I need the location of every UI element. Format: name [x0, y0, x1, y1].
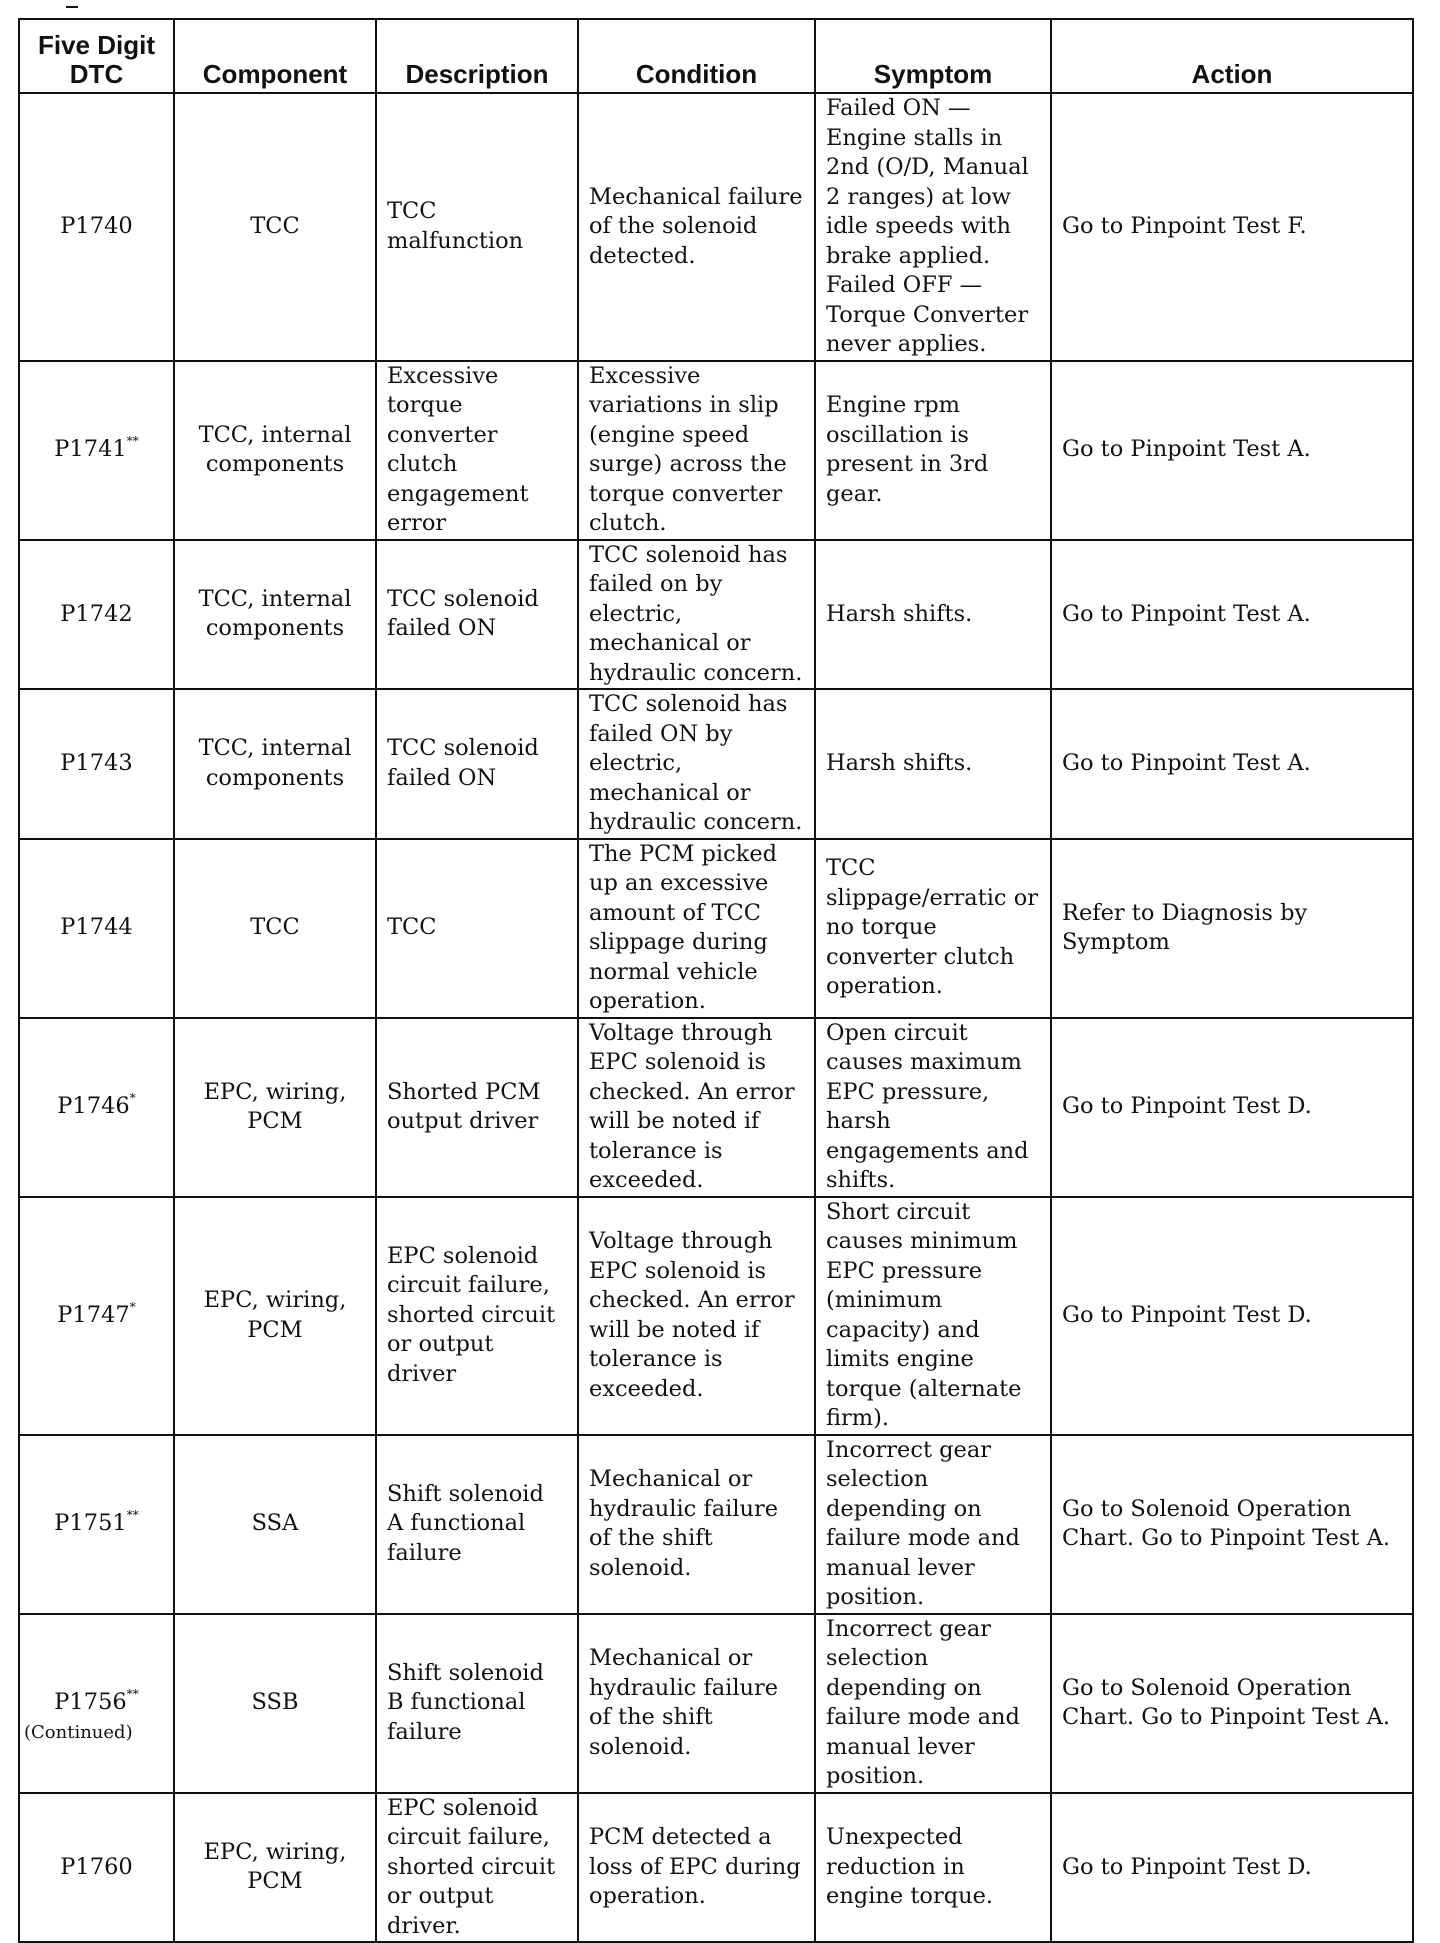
- symptom-cell: Incorrect gear selection depending on failure mode and manual lever position.: [815, 1614, 1051, 1793]
- condition-cell: The PCM picked up an excessive amount of TCC slippage during normal vehicle operation.: [578, 839, 815, 1018]
- table-row: [19, 1018, 1413, 1197]
- dtc-code: P1744: [60, 914, 133, 941]
- symptom-cell: Unexpected reduction in engine torque.: [815, 1793, 1051, 1943]
- symptom-cell: Harsh shifts.: [815, 540, 1051, 690]
- description-cell: Shift solenoid A functional failure: [376, 1435, 578, 1614]
- symptom-cell: Harsh shifts.: [815, 689, 1051, 839]
- table-row: [19, 1435, 1413, 1614]
- condition-cell: TCC solenoid has failed on by electric, mechanical or hydraulic concern.: [578, 540, 815, 690]
- component-cell: TCC: [174, 839, 376, 1018]
- condition-cell: Voltage through EPC solenoid is checked. An error will be noted if tolerance is exceeded.: [578, 1197, 815, 1435]
- dtc-code: P1756: [54, 1689, 127, 1716]
- description-cell: EPC solenoid circuit failure, shorted circuit or output driver.: [376, 1793, 578, 1943]
- dtc-cell: [19, 1435, 174, 1614]
- action-cell: Go to Pinpoint Test A.: [1051, 689, 1413, 839]
- action-cell: Refer to Diagnosis by Symptom: [1051, 839, 1413, 1018]
- header-dtc: Five Digit DTC: [19, 19, 174, 93]
- description-cell: TCC malfunction: [376, 93, 578, 361]
- action-cell: Go to Pinpoint Test A.: [1051, 361, 1413, 540]
- symptom-cell: Engine rpm oscillation is present in 3rd gear.: [815, 361, 1051, 540]
- dtc-code: P1751: [54, 1510, 127, 1537]
- component-cell: TCC, internal components: [174, 689, 376, 839]
- dtc-footnote-mark: **: [126, 1687, 139, 1702]
- dtc-code: P1746: [57, 1093, 130, 1120]
- component-cell: TCC, internal components: [174, 540, 376, 690]
- table-row: [19, 1614, 1413, 1793]
- dtc-table: [18, 18, 1414, 1943]
- component-cell: TCC, internal components: [174, 361, 376, 540]
- description-cell: Excessive torque converter clutch engagement error: [376, 361, 578, 540]
- header-component: Component: [174, 19, 376, 93]
- action-cell: Go to Pinpoint Test D.: [1051, 1197, 1413, 1435]
- dtc-cell: [19, 93, 174, 361]
- header-row: [19, 19, 1413, 93]
- header-symptom: Symptom: [815, 19, 1051, 93]
- action-cell: Go to Solenoid Operation Chart. Go to Pinpoint Test A.: [1051, 1614, 1413, 1793]
- dtc-cell: [19, 361, 174, 540]
- action-cell: Go to Pinpoint Test A.: [1051, 540, 1413, 690]
- dtc-cell: [19, 540, 174, 690]
- dtc-footnote-mark: *: [129, 1299, 136, 1314]
- symptom-cell: Failed ON — Engine stalls in 2nd (O/D, Manual 2 ranges) at low idle speeds with brake applied. Failed OFF — Torque Converter never applies.: [815, 93, 1051, 361]
- description-cell: TCC solenoid failed ON: [376, 540, 578, 690]
- condition-cell: Voltage through EPC solenoid is checked. An error will be noted if tolerance is exceeded.: [578, 1018, 815, 1197]
- description-cell: TCC: [376, 839, 578, 1018]
- condition-cell: Mechanical or hydraulic failure of the shift solenoid.: [578, 1435, 815, 1614]
- table-row: [19, 540, 1413, 690]
- symptom-cell: Short circuit causes minimum EPC pressure (minimum capacity) and limits engine torque (alternate firm).: [815, 1197, 1051, 1435]
- table-row: [19, 839, 1413, 1018]
- header-description: Description: [376, 19, 578, 93]
- action-cell: Go to Pinpoint Test D.: [1051, 1793, 1413, 1943]
- symptom-cell: Open circuit causes maximum EPC pressure, harsh engagements and shifts.: [815, 1018, 1051, 1197]
- description-cell: Shorted PCM output driver: [376, 1018, 578, 1197]
- dtc-cell: [19, 839, 174, 1018]
- dtc-cell: [19, 1018, 174, 1197]
- component-cell: SSA: [174, 1435, 376, 1614]
- dtc-code: P1741: [54, 436, 127, 463]
- component-cell: TCC: [174, 93, 376, 361]
- table-row: [19, 361, 1413, 540]
- condition-cell: Mechanical failure of the solenoid detected.: [578, 93, 815, 361]
- dtc-code: P1743: [60, 750, 133, 776]
- dtc-code: P1742: [60, 600, 133, 627]
- component-cell: SSB: [174, 1614, 376, 1793]
- condition-cell: TCC solenoid has failed ON by electric, mechanical or hydraulic concern.: [578, 689, 815, 839]
- condition-cell: Excessive variations in slip (engine speed surge) across the torque converter clutch.: [578, 361, 815, 540]
- symptom-cell: TCC slippage/erratic or no torque converter clutch operation.: [815, 839, 1051, 1018]
- action-cell: Go to Solenoid Operation Chart. Go to Pinpoint Test A.: [1051, 1435, 1413, 1614]
- condition-cell: Mechanical or hydraulic failure of the shift solenoid.: [578, 1614, 815, 1793]
- dtc-cell: [19, 689, 174, 839]
- table-row: [19, 689, 1413, 839]
- dtc-footnote-mark: **: [126, 434, 139, 449]
- description-cell: EPC solenoid circuit failure, shorted circuit or output driver: [376, 1197, 578, 1435]
- component-cell: EPC, wiring, PCM: [174, 1197, 376, 1435]
- condition-cell: PCM detected a loss of EPC during operation.: [578, 1793, 815, 1943]
- dtc-code: P1740: [60, 213, 133, 239]
- header-action: Action: [1051, 19, 1413, 93]
- corner-mark: [66, 6, 78, 8]
- dtc-cell: [19, 1197, 174, 1435]
- action-cell: Go to Pinpoint Test D.: [1051, 1018, 1413, 1197]
- continued-note: (Continued): [24, 1722, 133, 1743]
- component-cell: EPC, wiring, PCM: [174, 1793, 376, 1943]
- description-cell: Shift solenoid B functional failure: [376, 1614, 578, 1793]
- description-cell: TCC solenoid failed ON: [376, 689, 578, 839]
- dtc-code: P1760: [60, 1853, 133, 1880]
- dtc-footnote-mark: *: [129, 1091, 136, 1106]
- action-cell: Go to Pinpoint Test F.: [1051, 93, 1413, 361]
- dtc-code: P1747: [57, 1301, 130, 1328]
- component-cell: EPC, wiring, PCM: [174, 1018, 376, 1197]
- symptom-cell: Incorrect gear selection depending on failure mode and manual lever position.: [815, 1435, 1051, 1614]
- table-row: [19, 1197, 1413, 1435]
- dtc-cell: [19, 1793, 174, 1943]
- header-condition: Condition: [578, 19, 815, 93]
- table-row: [19, 1793, 1413, 1943]
- table-row: [19, 93, 1413, 361]
- dtc-cell: [19, 1614, 174, 1793]
- dtc-footnote-mark: **: [126, 1508, 139, 1523]
